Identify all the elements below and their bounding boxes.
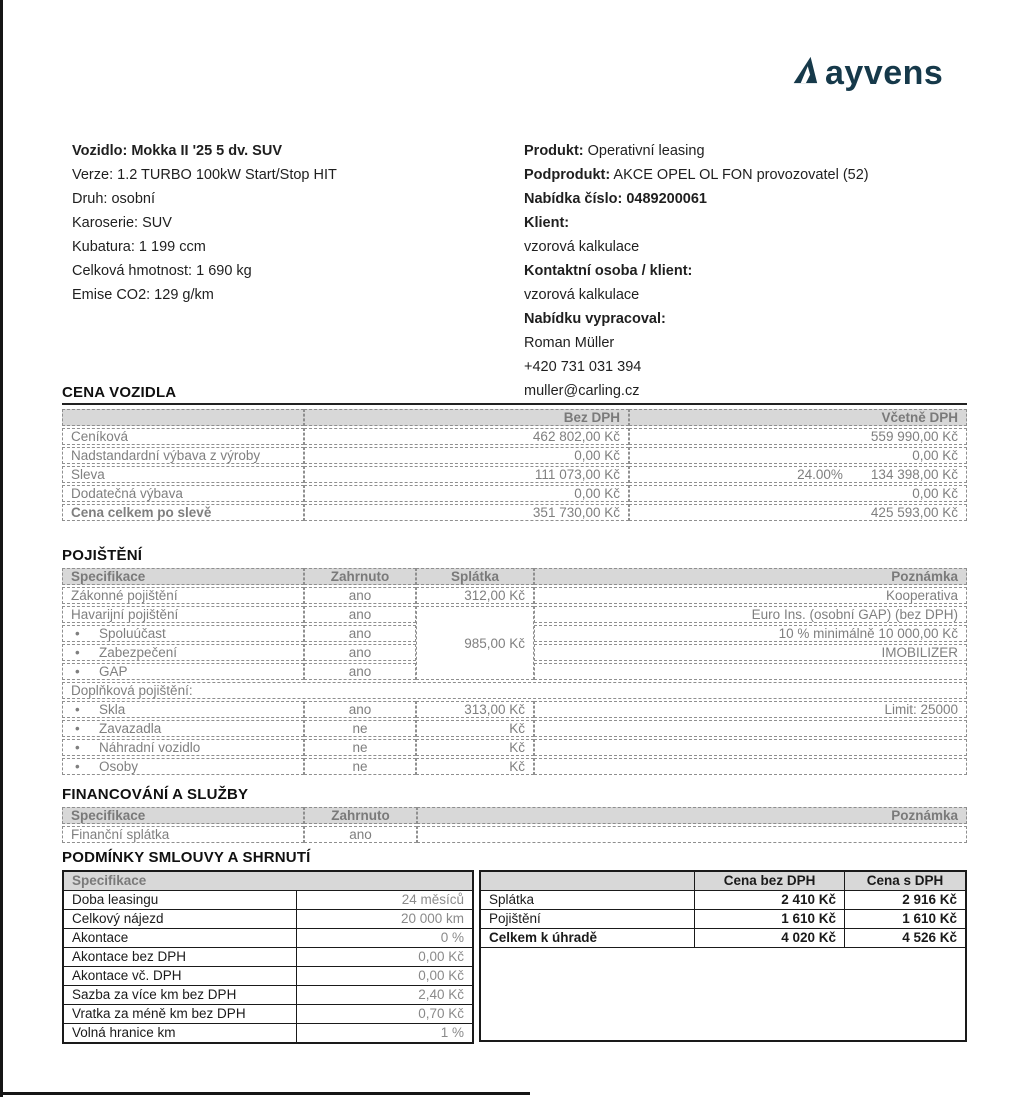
cell-label: Pojištění — [480, 910, 695, 929]
cell-label: Doba leasingu — [63, 891, 296, 910]
discount-values — [638, 467, 958, 482]
cell-label — [62, 758, 304, 775]
cell-bez-dph: 462 802,00 Kč — [304, 428, 629, 445]
cell-bez-dph: 111 073,00 Kč — [304, 466, 629, 483]
label-text: Zabezpečení — [99, 645, 178, 660]
cell-label — [62, 720, 304, 737]
table-row — [62, 428, 967, 445]
section-title-financovani: FINANCOVÁNÍ A SLUŽBY — [62, 786, 249, 803]
cell-cena-s-dph: 2 916 Kč — [844, 891, 966, 910]
table-row — [63, 891, 473, 910]
vehicle-info-line: Kubatura: 1 199 ccm — [72, 239, 206, 255]
cell-empty-area — [480, 948, 966, 1042]
cell-label — [62, 701, 304, 718]
offer-info-value: vzorová kalkulace — [524, 287, 640, 303]
cell-label — [62, 606, 304, 623]
offer-info-line — [524, 307, 869, 331]
cell-poznamka-header: Poznámka — [417, 807, 967, 824]
podminky-left-table — [62, 870, 474, 1044]
cell-label: Cena celkem po slevě — [62, 504, 304, 521]
table-row — [62, 485, 967, 502]
cell-specifikace-header: Specifikace — [62, 568, 304, 585]
bullet-icon: • — [75, 702, 80, 717]
label-text: Skla — [99, 702, 126, 717]
cell-label: Nadstandardní výbava z výroby — [62, 447, 304, 464]
cell-zahrnuto: ano — [304, 826, 417, 843]
cell-group-label: Doplňková pojištění: — [62, 682, 967, 699]
table-row — [63, 967, 473, 986]
cell-cena-s-dph: 4 526 Kč — [844, 929, 966, 948]
cell-poznamka: 10 % minimálně 10 000,00 Kč — [534, 625, 967, 642]
cell-poznamka-header: Poznámka — [534, 568, 967, 585]
cell-zahrnuto: ano — [304, 625, 416, 642]
cell-splatka: Kč — [416, 720, 534, 737]
cell-poznamka — [534, 663, 967, 680]
cell-vcetne-dph: 0,00 Kč — [629, 447, 967, 464]
cell-zahrnuto-header: Zahrnuto — [304, 568, 416, 585]
table-row — [480, 891, 966, 910]
vehicle-info-line: Verze: 1.2 TURBO 100kW Start/Stop HIT — [72, 167, 337, 183]
vehicle-info-line: Celková hmotnost: 1 690 kg — [72, 263, 252, 279]
cell-cena-bez-dph-header: Cena bez DPH — [695, 871, 845, 891]
bullet-icon: • — [75, 759, 80, 774]
table-row — [480, 910, 966, 929]
cell-poznamka — [534, 739, 967, 756]
table-row — [63, 986, 473, 1005]
table-row — [63, 1024, 473, 1044]
cell-poznamka: IMOBILIZER — [534, 644, 967, 661]
table-row — [62, 739, 967, 756]
cell-zahrnuto: ne — [304, 739, 416, 756]
table-row — [62, 682, 967, 699]
section-podminky — [62, 849, 967, 1044]
cell-label — [62, 587, 304, 604]
cell-cena-s-dph-header: Cena s DPH — [844, 871, 966, 891]
label-text: Zavazadla — [99, 721, 162, 736]
cell-splatka-header: Splátka — [416, 568, 534, 585]
offer-info-value: Roman Müller — [524, 335, 615, 351]
cell-label: Splátka — [480, 891, 695, 910]
podminky-right-table — [479, 870, 967, 1042]
cell-cena-bez-dph: 1 610 Kč — [695, 910, 845, 929]
cell-specifikace-header: Specifikace — [62, 807, 304, 824]
cell-bez-dph: 0,00 Kč — [304, 447, 629, 464]
offer-info-line — [524, 259, 869, 283]
offer-info-block — [524, 139, 869, 403]
cell-value: 24 měsíců — [296, 891, 473, 910]
financovani-table — [62, 805, 967, 845]
cell-splatka: 985,00 Kč — [416, 606, 534, 680]
cell-vcetne-dph — [629, 466, 967, 483]
bullet-icon: • — [75, 645, 80, 660]
offer-info-line — [524, 139, 869, 163]
cell-label: Ceníková — [62, 428, 304, 445]
section-title-podminky: PODMÍNKY SMLOUVY A SHRNUTÍ — [62, 849, 311, 866]
vehicle-info-line: Vozidlo: Mokka II '25 5 dv. SUV — [72, 143, 282, 159]
table-row — [62, 504, 967, 521]
offer-info-label: Klient: — [524, 215, 570, 231]
table-header-row — [62, 568, 967, 585]
cell-bez-dph: 0,00 Kč — [304, 485, 629, 502]
email-link[interactable]: muller@carling.cz — [524, 383, 640, 399]
cell-label — [62, 739, 304, 756]
offer-info-label: Nabídka číslo: 0489200061 — [524, 191, 707, 207]
discount-percent: 24.00% — [797, 467, 843, 482]
section-title-pojisteni: POJIŠTĚNÍ — [62, 547, 143, 564]
cell-vcetne-dph: 425 593,00 Kč — [629, 504, 967, 521]
label-text: Havarijní pojištění — [71, 607, 179, 622]
label-text: Zákonné pojištění — [71, 588, 178, 603]
cell-spec-header — [62, 409, 304, 426]
table-row — [62, 606, 967, 623]
cell-label: Volná hranice km — [63, 1024, 296, 1044]
cell-value: 0,00 Kč — [296, 967, 473, 986]
cell-bez-dph: 351 730,00 Kč — [304, 504, 629, 521]
offer-info-value: Operativní leasing — [583, 143, 705, 159]
cell-label: Akontace — [63, 929, 296, 948]
offer-info-line — [524, 211, 869, 235]
vehicle-info-block — [72, 139, 337, 307]
cell-label — [62, 663, 304, 680]
cell-zahrnuto: ano — [304, 587, 416, 604]
cell-value: 20 000 km — [296, 910, 473, 929]
table-row — [63, 948, 473, 967]
section-cena-vozidla — [62, 384, 967, 523]
offer-info-label: Kontaktní osoba / klient: — [524, 263, 693, 279]
cell-label: Akontace bez DPH — [63, 948, 296, 967]
table-row — [62, 720, 967, 737]
cell-poznamka: Limit: 25000 — [534, 701, 967, 718]
cell-zahrnuto: ano — [304, 701, 416, 718]
cell-label: Celkem k úhradě — [480, 929, 695, 948]
vehicle-info-line: Karoserie: SUV — [72, 215, 172, 231]
cell-label: Sleva — [62, 466, 304, 483]
cell-zahrnuto-header: Zahrnuto — [304, 807, 417, 824]
offer-info-line — [524, 163, 869, 187]
offer-info-line — [524, 331, 869, 355]
cell-vcetne-dph-header: Včetně DPH — [629, 409, 967, 426]
offer-info-label: Produkt: — [524, 143, 584, 159]
cell-label — [62, 644, 304, 661]
bullet-icon: • — [75, 740, 80, 755]
table-row — [62, 466, 967, 483]
cell-poznamka — [534, 758, 967, 775]
cell-splatka: 313,00 Kč — [416, 701, 534, 718]
cell-value: 0 % — [296, 929, 473, 948]
cell-value: 1 % — [296, 1024, 473, 1044]
cell-splatka: 312,00 Kč — [416, 587, 534, 604]
cell-label: Celkový nájezd — [63, 910, 296, 929]
label-text: Náhradní vozidlo — [99, 740, 201, 755]
cell-splatka: Kč — [416, 739, 534, 756]
cell-label: Vratka za méně km bez DPH — [63, 1005, 296, 1024]
cell-poznamka — [534, 720, 967, 737]
label-text: Spoluúčast — [99, 626, 166, 641]
cell-label: Finanční splátka — [62, 826, 304, 843]
offer-info-value: AKCE OPEL OL FON provozovatel (52) — [610, 167, 869, 183]
table-row — [62, 758, 967, 775]
cell-bez-dph-header: Bez DPH — [304, 409, 629, 426]
cell-cena-s-dph: 1 610 Kč — [844, 910, 966, 929]
table-header-row — [480, 871, 966, 891]
cell-zahrnuto: ano — [304, 644, 416, 661]
table-row — [62, 447, 967, 464]
section-title-cena-vozidla: CENA VOZIDLA — [62, 384, 967, 405]
discount-amount: 134 398,00 Kč — [870, 467, 958, 482]
table-row — [63, 1005, 473, 1024]
pojisteni-table — [62, 566, 967, 777]
cell-value: 0,00 Kč — [296, 948, 473, 967]
cell-zahrnuto: ne — [304, 758, 416, 775]
table-header-row — [62, 807, 967, 824]
bullet-icon: • — [75, 721, 80, 736]
table-row — [63, 929, 473, 948]
cell-splatka: Kč — [416, 758, 534, 775]
table-row — [62, 826, 967, 843]
cell-poznamka — [417, 826, 967, 843]
offer-info-value: +420 731 031 394 — [524, 359, 642, 375]
table-row — [62, 701, 967, 718]
offer-info-line — [524, 235, 869, 259]
offer-info-line — [524, 283, 869, 307]
ayvens-logo — [788, 54, 943, 91]
ayvens-logo-icon — [788, 54, 820, 91]
table-empty-row — [480, 948, 966, 1042]
label-text: GAP — [99, 664, 128, 679]
cell-specifikace-header: Specifikace — [63, 871, 473, 891]
vehicle-info-line: Emise CO2: 129 g/km — [72, 287, 214, 303]
cell-value: 2,40 Kč — [296, 986, 473, 1005]
cell-zahrnuto: ano — [304, 663, 416, 680]
label-text: Osoby — [99, 759, 139, 774]
cell-value: 0,70 Kč — [296, 1005, 473, 1024]
cell-zahrnuto: ne — [304, 720, 416, 737]
offer-info-line — [524, 355, 869, 379]
cell-label: Sazba za více km bez DPH — [63, 986, 296, 1005]
offer-info-label: Podprodukt: — [524, 167, 611, 183]
cell-poznamka: Euro Ins. (osobní GAP) (bez DPH) — [534, 606, 967, 623]
section-pojisteni — [62, 547, 967, 777]
offer-info-label: Nabídku vypracoval: — [524, 311, 666, 327]
table-row — [480, 929, 966, 948]
vehicle-info-line: Druh: osobní — [72, 191, 156, 207]
cell-zahrnuto: ano — [304, 606, 416, 623]
offer-info-value: vzorová kalkulace — [524, 239, 640, 255]
cell-empty-header — [480, 871, 695, 891]
cell-vcetne-dph: 559 990,00 Kč — [629, 428, 967, 445]
offer-info-line — [524, 187, 869, 211]
cena-vozidla-table — [62, 407, 967, 523]
bullet-icon: • — [75, 626, 80, 641]
bullet-icon: • — [75, 664, 80, 679]
cell-label — [62, 625, 304, 642]
ayvens-logo-text: ayvens — [825, 53, 944, 92]
table-row — [63, 910, 473, 929]
table-header-row — [63, 871, 473, 891]
cell-cena-bez-dph: 4 020 Kč — [695, 929, 845, 948]
cell-cena-bez-dph: 2 410 Kč — [695, 891, 845, 910]
section-financovani — [62, 786, 967, 845]
table-header-row — [62, 409, 967, 426]
cell-poznamka: Kooperativa — [534, 587, 967, 604]
table-row — [62, 587, 967, 604]
cell-label: Dodatečná výbava — [62, 485, 304, 502]
cell-vcetne-dph: 0,00 Kč — [629, 485, 967, 502]
page-left-edge — [0, 0, 3, 1097]
cell-label: Akontace vč. DPH — [63, 967, 296, 986]
page-bottom-edge — [0, 1092, 530, 1095]
